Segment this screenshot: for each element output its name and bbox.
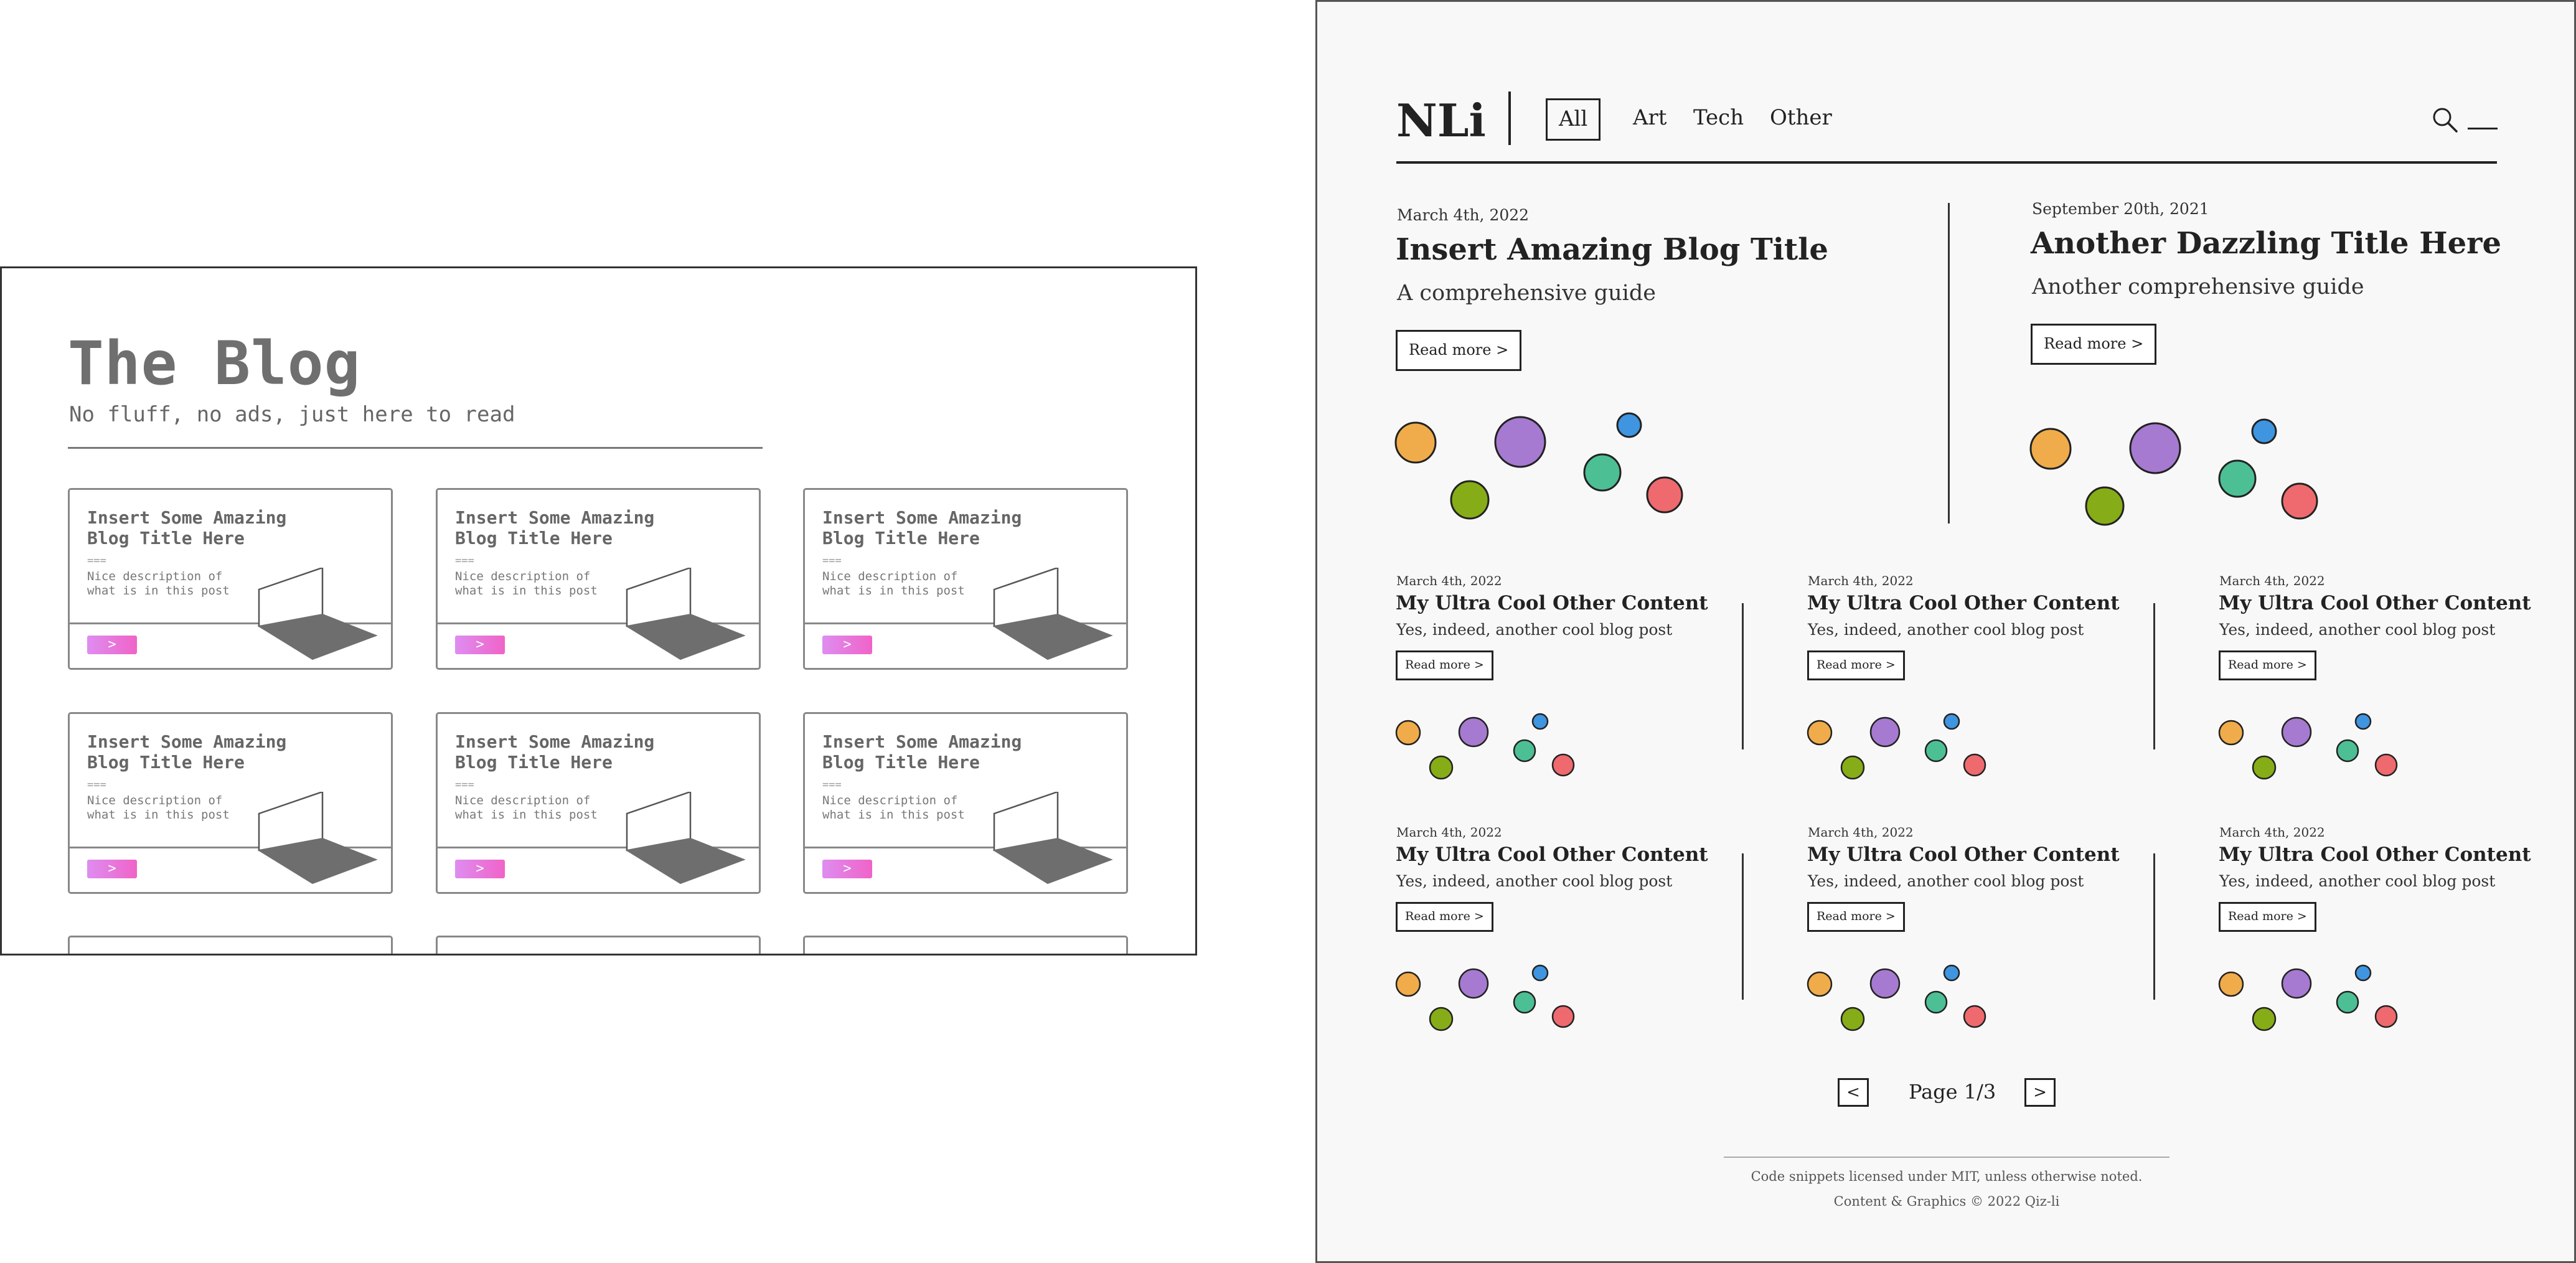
decorative-dots — [2217, 962, 2417, 1039]
page-subtitle: No fluff, no ads, just here to read — [69, 402, 515, 427]
post-title[interactable]: My Ultra Cool Other Content — [1807, 843, 2120, 866]
card-separator-text: === — [822, 555, 842, 567]
card-description: Nice description of what is in this post — [87, 570, 230, 598]
decorative-dots — [1806, 962, 2005, 1039]
card-open-button[interactable]: > — [822, 860, 872, 878]
decorative-dots — [1393, 406, 1704, 525]
column-divider — [2153, 603, 2155, 749]
laptop-icon — [258, 792, 388, 888]
post-date: March 4th, 2022 — [1808, 573, 1914, 588]
read-more-button[interactable]: Read more > — [1807, 902, 1905, 932]
post-subtitle: Yes, indeed, another cool blog post — [2219, 621, 2496, 639]
card-title[interactable]: Insert Some Amazing Blog Title Here — [87, 731, 287, 772]
footer-divider — [1724, 1157, 2169, 1158]
blog-window — [0, 266, 1197, 955]
blog-card[interactable] — [803, 936, 1128, 955]
card-description: Nice description of what is in this post — [822, 570, 965, 598]
card-open-button[interactable]: > — [87, 860, 137, 878]
site-logo[interactable]: NLi — [1396, 94, 1486, 147]
card-separator-text: === — [455, 779, 474, 791]
decorative-dots — [2217, 710, 2417, 787]
read-more-button[interactable]: Read more > — [1807, 650, 1905, 680]
laptop-icon — [993, 792, 1124, 888]
title-divider — [68, 447, 763, 449]
post-title[interactable]: My Ultra Cool Other Content — [2219, 843, 2531, 866]
next-page-button[interactable]: > — [2024, 1078, 2056, 1107]
read-more-button[interactable]: Read more > — [1396, 650, 1493, 680]
post-title[interactable]: My Ultra Cool Other Content — [1396, 592, 1708, 614]
card-open-button[interactable]: > — [455, 860, 505, 878]
nav-tab-all[interactable]: All — [1546, 98, 1601, 141]
featured-title[interactable]: Another Dazzling Title Here — [2031, 226, 2501, 261]
blog-card[interactable] — [436, 488, 761, 670]
blog-card[interactable] — [803, 712, 1128, 894]
post-subtitle: Yes, indeed, another cool blog post — [1808, 872, 2084, 890]
post-date: March 4th, 2022 — [1808, 825, 1914, 840]
post-subtitle: Yes, indeed, another cool blog post — [1396, 621, 1673, 639]
card-description: Nice description of what is in this post — [87, 794, 230, 822]
page-title: The Blog — [68, 329, 361, 398]
laptop-icon — [993, 568, 1124, 664]
blog-card[interactable] — [68, 936, 393, 955]
card-description: Nice description of what is in this post — [822, 794, 965, 822]
decorative-dots — [1806, 710, 2005, 787]
laptop-icon — [258, 568, 388, 664]
post-date: March 4th, 2022 — [1396, 573, 1502, 588]
featured-title[interactable]: Insert Amazing Blog Title — [1396, 232, 1828, 267]
card-open-button[interactable]: > — [87, 636, 137, 654]
post-subtitle: Yes, indeed, another cool blog post — [1808, 621, 2084, 639]
decorative-dots — [1394, 710, 1594, 787]
post-subtitle: Yes, indeed, another cool blog post — [2219, 872, 2496, 890]
card-separator-text: === — [822, 779, 842, 791]
featured-subtitle: A comprehensive guide — [1397, 281, 1656, 306]
post-title[interactable]: My Ultra Cool Other Content — [1807, 592, 2120, 614]
card-title[interactable]: Insert Some Amazing Blog Title Here — [455, 731, 655, 772]
post-date: March 4th, 2022 — [2219, 825, 2325, 840]
read-more-button[interactable]: Read more > — [1396, 902, 1493, 932]
nav-tab-tech[interactable]: Tech — [1693, 105, 1744, 130]
read-more-button[interactable]: Read more > — [2031, 324, 2156, 365]
read-more-button[interactable]: Read more > — [1396, 330, 1521, 371]
featured-divider — [1948, 203, 1950, 524]
search-icon[interactable] — [2432, 106, 2459, 134]
blog-card[interactable] — [803, 488, 1128, 670]
nav-tab-art[interactable]: Art — [1633, 105, 1667, 130]
logo-divider — [1508, 92, 1511, 145]
card-open-button[interactable]: > — [822, 636, 872, 654]
card-title[interactable]: Insert Some Amazing Blog Title Here — [822, 731, 1022, 772]
post-title[interactable]: My Ultra Cool Other Content — [1396, 843, 1708, 866]
footer-copyright: Content & Graphics © 2022 Qiz-li — [1833, 1194, 2060, 1209]
card-description: Nice description of what is in this post — [455, 570, 598, 598]
read-more-button[interactable]: Read more > — [2219, 650, 2316, 680]
nli-window — [1315, 0, 2576, 1263]
column-divider — [1742, 853, 1744, 1000]
card-title[interactable]: Insert Some Amazing Blog Title Here — [455, 507, 655, 548]
card-separator-text: === — [87, 555, 106, 567]
nav-tab-other[interactable]: Other — [1770, 105, 1832, 130]
card-description: Nice description of what is in this post — [455, 794, 598, 822]
page-indicator: Page 1/3 — [1909, 1080, 1996, 1104]
decorative-dots — [2028, 413, 2339, 531]
card-title[interactable]: Insert Some Amazing Blog Title Here — [822, 507, 1022, 548]
post-date: March 4th, 2022 — [1396, 825, 1502, 840]
card-separator-text: === — [87, 779, 106, 791]
blog-card[interactable] — [436, 712, 761, 894]
post-title[interactable]: My Ultra Cool Other Content — [2219, 592, 2531, 614]
blog-card[interactable] — [436, 936, 761, 955]
footer-license: Code snippets licensed under MIT, unless otherwise noted. — [1751, 1169, 2143, 1184]
card-title[interactable]: Insert Some Amazing Blog Title Here — [87, 507, 287, 548]
column-divider — [2153, 853, 2155, 1000]
laptop-icon — [626, 792, 756, 888]
read-more-button[interactable]: Read more > — [2219, 902, 2316, 932]
column-divider — [1742, 603, 1744, 749]
featured-subtitle: Another comprehensive guide — [2032, 275, 2364, 299]
decorative-dots — [1394, 962, 1594, 1039]
post-date: March 4th, 2022 — [2219, 573, 2325, 588]
prev-page-button[interactable]: < — [1838, 1078, 1869, 1107]
blog-card[interactable] — [68, 712, 393, 894]
featured-date: September 20th, 2021 — [2032, 200, 2209, 218]
post-subtitle: Yes, indeed, another cool blog post — [1396, 872, 1673, 890]
card-open-button[interactable]: > — [455, 636, 505, 654]
blog-card[interactable] — [68, 488, 393, 670]
header-divider — [1396, 161, 2497, 164]
card-separator-text: === — [455, 555, 474, 567]
laptop-icon — [626, 568, 756, 664]
menu-icon[interactable] — [2468, 128, 2498, 129]
featured-date: March 4th, 2022 — [1397, 206, 1530, 224]
